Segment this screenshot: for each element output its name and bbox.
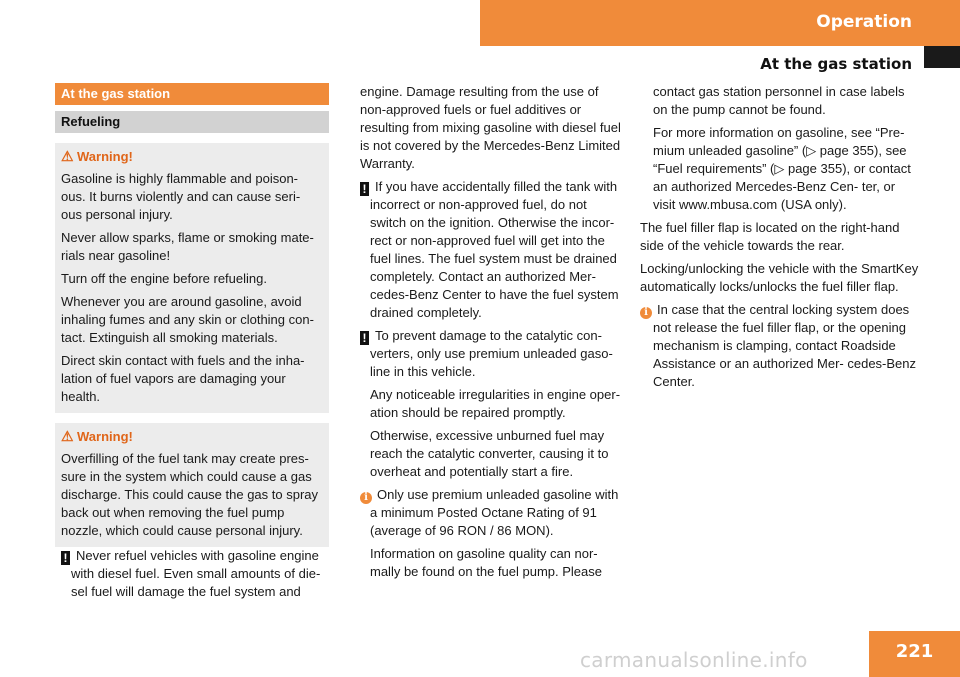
paragraph: Locking/unlocking the vehicle with the SmartKey automatically locks/unlocks the fuel filler flap. [640, 261, 919, 294]
warning-triangle-icon: ⚠ [61, 428, 74, 444]
section-heading: At the gas station [55, 83, 329, 105]
caution-icon: ! [61, 551, 70, 565]
caution-note-text: Otherwise, excessive unburned fuel may reach the catalytic converter, causing it to overheat and potentially start a fire. [370, 428, 609, 479]
section-title: Operation [816, 12, 912, 32]
subsection-title: At the gas station [760, 55, 912, 73]
warning-triangle-icon: ⚠ [61, 148, 74, 164]
warning-paragraph: Turn off the engine before refueling. [61, 271, 267, 286]
column-2 [360, 83, 625, 586]
warning-paragraph: Whenever you are around gasoline, avoid inhaling fumes and any skin or clothing con- tact. Extinguish all smoking materials. [61, 294, 314, 345]
paragraph: For more information on gasoline, see “Pre- mium unleaded gasoline” (▷ page 355), see “Fuel requirements” (▷ page 355), or contact an authorized Mercedes-Benz Cen- ter, or visit www.mbusa.com (USA only). [653, 125, 911, 212]
info-icon: i [640, 307, 652, 319]
paragraph: contact gas station personnel in case labels on the pump cannot be found. [653, 84, 905, 117]
caution-note: ! Never refuel vehicles with gasoline engine with diesel fuel. Even small amounts of die- sel fuel will damage the fuel system and [61, 547, 329, 601]
caution-note: ! If you have accidentally filled the tank with incorrect or non-approved fuel, do not switch on the ignition. Otherwise the incor- rect or non-approved fuel will get into the fuel lines. The fuel system must be drained completely. Contact an authorized Mer- cedes-Benz Center to have the fuel system drained completely. [360, 178, 625, 322]
column-1 [61, 83, 329, 606]
warning-paragraph: Never allow sparks, flame or smoking mate- rials near gasoline! [61, 230, 314, 263]
info-note-text: Information on gasoline quality can nor- mally be found on the fuel pump. Please [370, 546, 602, 579]
warning-paragraph: Gasoline is highly flammable and poison- ous. It burns violently and can cause seri- ous personal injury. [61, 171, 301, 222]
paragraph: The fuel filler flap is located on the right-hand side of the vehicle towards the rear. [640, 220, 900, 253]
warning-title: ⚠ Warning! [61, 428, 133, 444]
page-number: 221 [895, 641, 934, 662]
warning-paragraph: Direct skin contact with fuels and the inha- lation of fuel vapors are damaging your health. [61, 353, 305, 404]
header-marker [924, 46, 960, 68]
subsection-heading: Refueling [55, 111, 329, 133]
caution-icon: ! [360, 182, 369, 196]
info-note: i In case that the central locking system does not release the fuel filler flap, or the opening mechanism is clamping, contact Roadside Assistance or an authorized Mer- cedes-Benz Center. [640, 301, 920, 391]
info-note: i Only use premium unleaded gasoline with a minimum Posted Octane Rating of 91 (average of 96 RON / 86 MON). [360, 486, 625, 540]
watermark: carmanualsonline.info [580, 648, 808, 672]
page-number-box [869, 631, 960, 677]
warning-box [55, 143, 329, 413]
paragraph: engine. Damage resulting from the use of non-approved fuels or fuel additives or resulting from mixing gasoline with diesel fuel is not covered by the Mercedes-Benz Limited Warranty. [360, 84, 621, 171]
warning-title: ⚠ Warning! [61, 148, 133, 164]
caution-note-text: Any noticeable irregularities in engine oper- ation should be repaired promptly. [370, 387, 621, 420]
caution-icon: ! [360, 331, 369, 345]
caution-note: ! To prevent damage to the catalytic con- verters, only use premium unleaded gaso- line in this vehicle. [360, 327, 625, 381]
warning-box [55, 423, 329, 547]
column-3 [640, 83, 920, 396]
warning-paragraph: Overfilling of the fuel tank may create pres- sure in the system which could cause a gas discharge. This could cause the gas to spray back out when removing the fuel pump nozzle, which could cause personal injury. [61, 451, 319, 538]
info-icon: i [360, 492, 372, 504]
